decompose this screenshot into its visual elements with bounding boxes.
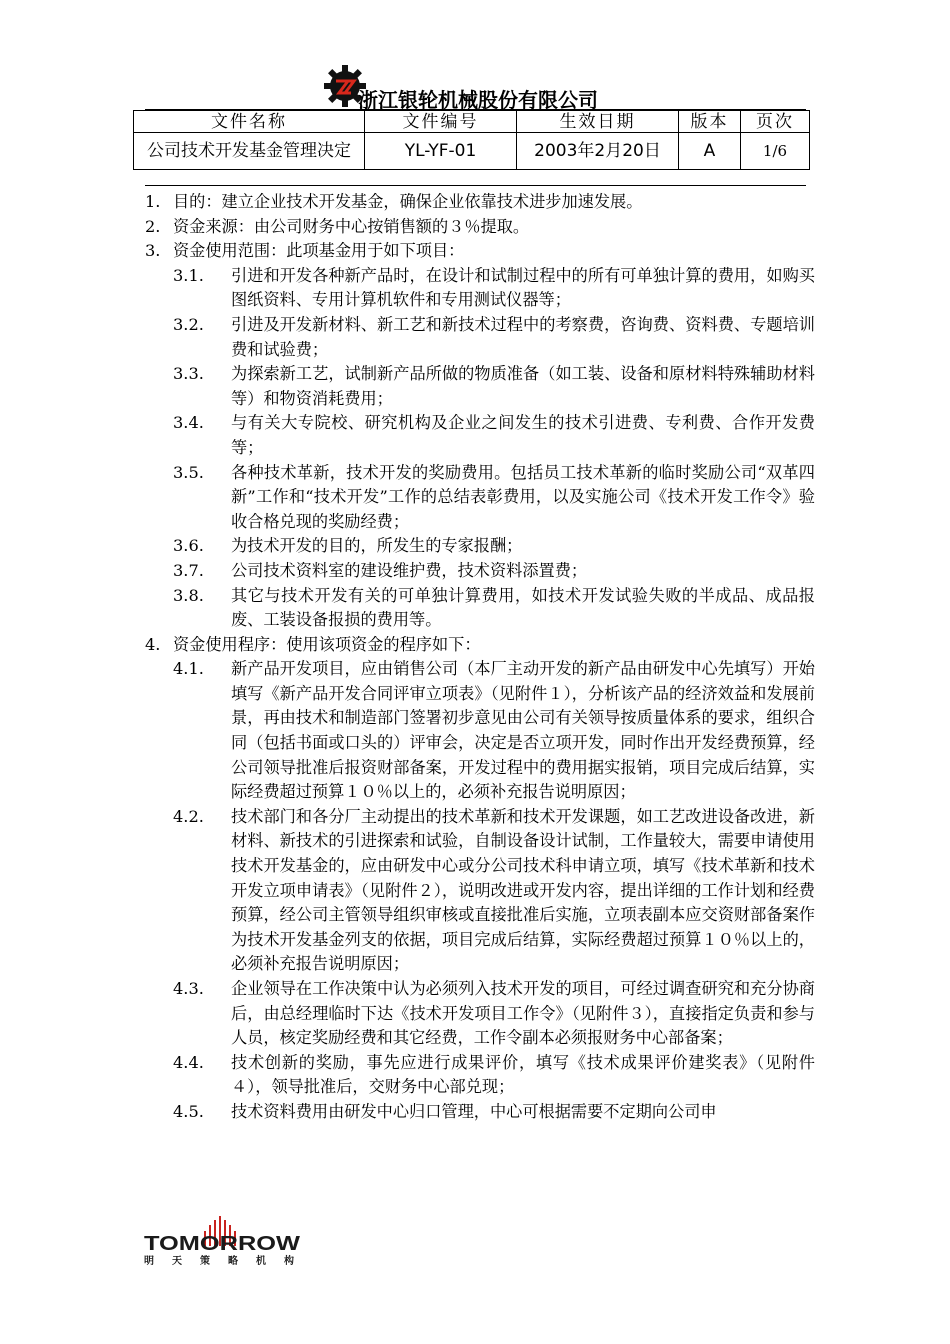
company-name: 浙江银轮机械股份有限公司 <box>358 88 598 112</box>
item-3-8 <box>173 584 815 633</box>
item-3-7 <box>173 559 815 584</box>
item-number: 3.2. <box>173 314 204 334</box>
item-4-2 <box>173 805 815 977</box>
item-4-5 <box>173 1100 815 1125</box>
document-body <box>145 190 815 1125</box>
page-value: 1/6 <box>741 133 810 170</box>
item-text: 与有关大专院校、研究机构及企业之间发生的技术引进费、专利费、合作开发费等； <box>231 413 815 457</box>
info-value-row <box>134 133 810 170</box>
item-4-3 <box>173 977 815 1051</box>
item-number: 4.1. <box>173 659 204 679</box>
item-3-2 <box>173 313 815 362</box>
header-version: 版本 <box>679 111 741 133</box>
item-number: 4.2. <box>173 806 204 826</box>
item-number: 4.4. <box>173 1052 204 1072</box>
item-number: 3.7. <box>173 560 204 580</box>
section-text: 资金使用范围：此项基金用于如下项目： <box>173 241 465 261</box>
item-text: 技术创新的奖励，事先应进行成果评价，填写《技术成果评价建奖表》（见附件４），领导批准后，交财务中心部兑现； <box>231 1052 815 1097</box>
effective-date-value: 2003年2月20日 <box>517 133 679 170</box>
item-number: 3.8. <box>173 585 204 605</box>
item-number: 3.1. <box>173 265 204 285</box>
section-3 <box>145 239 815 264</box>
item-text: 公司技术资料室的建设维护费，技术资料添置费； <box>231 560 588 580</box>
section-number: 1. <box>145 192 161 211</box>
item-text: 为技术开发的目的，所发生的专家报酬； <box>231 536 523 556</box>
section-1 <box>145 190 815 215</box>
item-number: 3.4. <box>173 413 204 433</box>
item-text: 各种技术革新，技术开发的奖励费用。包括员工技术革新的临时奖励公司“双革四新”工作和“技术开发”工作的总结表彰费用，以及实施公司《技术开发工作令》验收合格兑现的奖励经费； <box>231 462 815 531</box>
document-info-table <box>133 110 810 170</box>
section-number: 2. <box>145 216 161 236</box>
doc-number-value: YL-YF-01 <box>365 133 517 170</box>
info-header-row <box>134 111 810 133</box>
item-3-1 <box>173 264 815 313</box>
section-text: 资金来源：由公司财务中心按销售额的３％提取。 <box>173 216 530 236</box>
item-text: 其它与技术开发有关的可单独计算费用，如技术开发试验失败的半成品、成品报废、工装设备报损的费用等。 <box>231 585 815 630</box>
tomorrow-logo-icon <box>140 1212 305 1268</box>
content-rule <box>145 185 806 186</box>
item-number: 4.5. <box>173 1101 204 1121</box>
item-4-1 <box>173 657 815 805</box>
item-text: 技术资料费用由研发中心归口管理，中心可根据需要不定期向公司申 <box>231 1101 717 1121</box>
item-number: 3.5. <box>173 462 204 482</box>
footer-tagline: 明天策略机构 <box>144 1256 294 1267</box>
section-4 <box>145 633 815 658</box>
section-number: 3. <box>145 241 161 261</box>
item-text: 引进和开发各种新产品时，在设计和试制过程中的所有可单独计算的费用，如购买图纸资料、专用计算机软件和专用测试仪器等； <box>231 265 815 310</box>
item-text: 引进及开发新材料、新工艺和新技术过程中的考察费，咨询费、资料费、专题培训费和试验费； <box>231 314 815 359</box>
version-value: A <box>679 133 741 170</box>
section-text: 资金使用程序：使用该项资金的程序如下： <box>173 634 481 654</box>
item-text: 新产品开发项目，应由销售公司（本厂主动开发的新产品由研发中心先填写）开始填写《新产品开发合同评审立项表》（见附件１），分析该产品的经济效益和发展前景，再由技术和制造部门签署初步意见由公司有关领导按质量体系的要求，组织合同（包括书面或口头的）评审会，决定是否立项开发，同时作出开发经费预算，经公司领导批准后报资财部备案，开发过程中的费用据实报销，项目完成后结算，实际经费超过预算１０％以上的，必须补充报告说明原因； <box>231 659 815 802</box>
item-3-3 <box>173 362 815 411</box>
item-number: 4.3. <box>173 979 204 998</box>
item-3-6 <box>173 534 815 559</box>
header-doc-number: 文件编号 <box>365 111 517 133</box>
section-number: 4. <box>145 634 161 654</box>
header-doc-name: 文件名称 <box>134 111 365 133</box>
section-text: 目的：建立企业技术开发基金，确保企业依靠技术进步加速发展。 <box>173 192 643 211</box>
doc-name-value: 公司技术开发基金管理决定 <box>134 133 365 170</box>
item-text: 企业领导在工作决策中认为必须列入技术开发的项目，可经过调查研究和充分协商后，由总经理临时下达《技术开发项目工作令》（见附件３），直接指定负责和参与人员，核定奖励经费和其它经费，工作令副本必须报财务中心部备案； <box>231 979 815 1048</box>
item-4-4 <box>173 1051 815 1100</box>
item-3-4 <box>173 411 815 460</box>
item-text: 为探索新工艺，试制新产品所做的物质准备（如工装、设备和原材料特殊辅助材料等）和物资消耗费用； <box>231 364 815 408</box>
item-text: 技术部门和各分厂主动提出的技术革新和技术开发课题，如工艺改进设备改进，新材料、新技术的引进探索和试验，自制设备设计试制，工作量较大，需要申请使用技术开发基金的，应由研发中心或分公司技术科申请立项，填写《技术革新和技术开发立项申请表》（见附件２），说明改进或开发内容，提出详细的工作计划和经费预算，经公司主管领导组织审核或直接批准后实施，立项表副本应交资财部备案作为技术开发基金列支的依据，项目完成后结算，实际经费超过预算１０％以上的，必须补充报告说明原因； <box>231 806 815 974</box>
footer-brand: TOMORROW <box>144 1233 301 1255</box>
section-2 <box>145 215 815 240</box>
item-number: 3.6. <box>173 536 204 556</box>
header-effective-date: 生效日期 <box>517 111 679 133</box>
item-3-5 <box>173 461 815 535</box>
item-number: 3.3. <box>173 364 204 384</box>
header-page: 页次 <box>741 111 810 133</box>
